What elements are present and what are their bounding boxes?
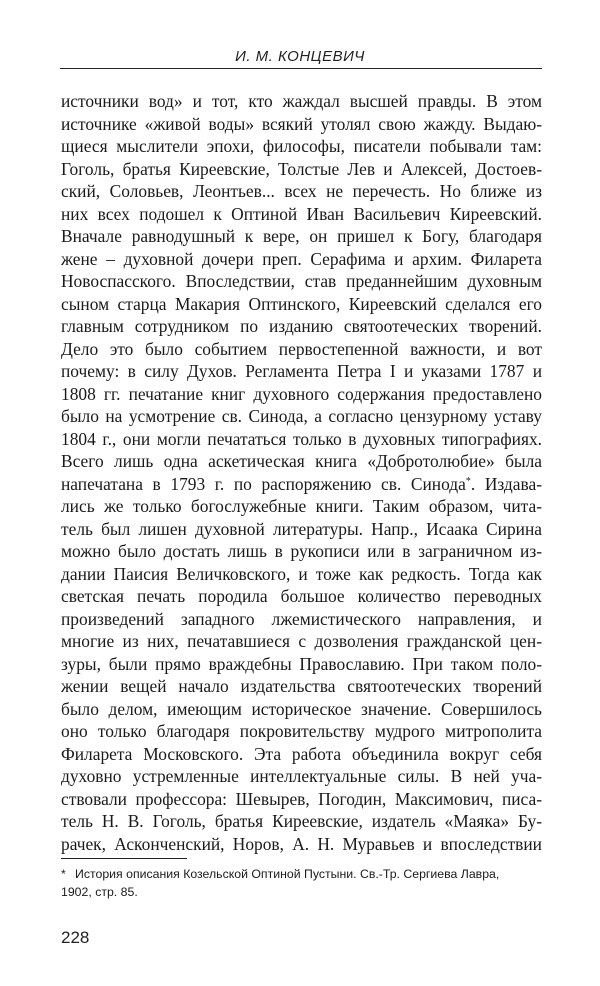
text-line: ский, Соловьев, Леонтьев... всех не перечесть. Но ближе из [61,181,542,201]
text-line-with-footnote-ref [61,473,542,496]
footnote-marker: * [61,867,66,881]
text-line: почему: в силу Духов. Регламента Петра I и указами 1787 и [61,361,542,381]
text-line: Всего лишь одна аскетическая книга «Добротолюбие» была [61,451,542,471]
text-line: жении вещей начало издательства святоотеческих творений [61,676,542,696]
running-header: И. М. КОНЦЕВИЧ [235,48,365,65]
text-line: лись же только богослужебные книги. Таким образом, чита- [61,496,542,516]
text-line: Дело это было событием первостепенной важности, и вот [61,338,542,359]
footnote-reference: * [465,475,471,487]
footnote [61,865,542,901]
page-number: 228 [61,928,90,947]
text-line: Вначале равнодушный к вере, он пришел к Богу, благодаря [61,226,542,246]
text-line: жене – духовной дочери преп. Серафима и архим. Филарета [61,248,542,269]
text-line: светская печать породила большое количество переводных [61,586,542,606]
text-line: тель Н. В. Гоголь, братья Киреевские, издатель «Маяка» Бу- [61,811,542,831]
text-line: источники вод» и тот, кто жаждал высшей правды. В этом [61,91,542,111]
text-line: главным сотрудником по изданию святоотеческих творений. [61,316,542,336]
text-line: было на усмотрение св. Синода, а согласно цензурному уставу [61,406,542,426]
text-line: щиеся мыслители эпохи, философы, писатели побывали там: [61,136,542,156]
text-line: оно только благодаря покровительству мудрого митрополита [61,721,542,741]
text-line: духовно устремленные интеллектуальные силы. В ней уча- [61,766,542,786]
text-line: источнике «живой воды» всякий утолял свою жажду. Выдаю- [61,113,542,134]
footnote-text: История описания Козельской Оптиной Пустыни. Св.-Тр. Сергиева Лавра, [75,867,500,881]
text-segment: . Издава- [470,473,542,494]
header-rule [60,68,542,69]
footnote-continuation: 1902, стр. 85. [61,885,138,899]
text-line: них всех подошел к Оптиной Иван Васильевич Киреевский. [61,203,542,224]
body-text [61,90,542,855]
text-line: тель был лишен духовной литературы. Напр., Исаака Сирина [61,518,542,539]
footnote-rule [61,858,187,859]
text-line: рачек, Асконченский, Норов, А. Н. Муравьев и впоследствии [61,833,542,854]
footnote-line [61,865,542,883]
text-line: Филарета Московского. Эта работа объединила вокруг себя [61,743,542,764]
text-line: 1804 г., они могли печататься только в духовных типографиях. [61,428,542,449]
text-line: можно было достать лишь в рукописи или в заграничном из- [61,541,542,561]
text-line: ствовали профессора: Шевырев, Погодин, Максимович, писа- [61,788,542,809]
text-line: Новоспасского. Впоследствии, став преданнейшим духовным [61,271,542,291]
text-line: многие из них, печатавшиеся с дозволения гражданской цен- [61,631,542,651]
text-line: Гоголь, братья Киреевские, Толстые Лев и Алексей, Достоев- [61,158,542,179]
text-line: 1808 гг. печатание книг духовного содержания предоставлено [61,383,542,404]
text-line: произведений западного лжемистического направления, и [61,608,542,629]
text-line: дании Паисия Величковского, и тоже как редкость. Тогда как [61,563,542,584]
text-line: зуры, были прямо враждебны Православию. При таком поло- [61,653,542,674]
text-line: сыном старца Макария Оптинского, Киреевский сделался его [61,293,542,314]
text-line: было делом, имеющим историческое значение. Совершилось [61,698,542,719]
text-segment: напечатана в 1793 г. по распоряжению св. Синода [61,473,466,494]
